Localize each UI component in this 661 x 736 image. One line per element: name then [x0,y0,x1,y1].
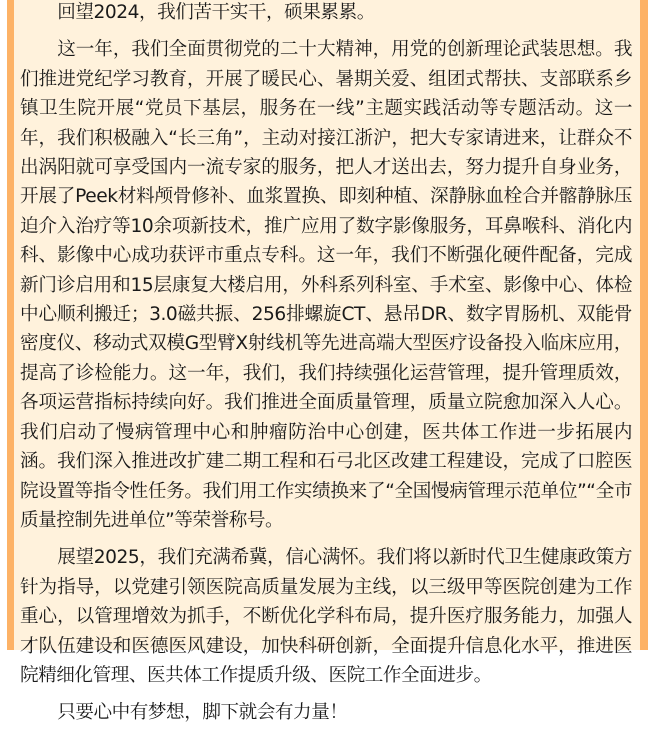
paragraph-closing: 只要心中有梦想，脚下就会有力量！ [57,702,348,724]
paragraph-outlook-2025: 展望2025，我们充满希冀，信心满怀。我们将以新时代卫生健康政策方针为指导，以党建引领医院高质量发展为主线，以三级甲等医院创建为工作重心，以管理增效为抓手，不断优化学科布局，提升医疗服务能力，加强人才队伍建设和医德医风建设，加快科研创新，全面提升信息化水平，推进医院精细化管理、医共体工作提质升级、医院工作全面进步。 [20,547,632,686]
paragraph-review-2024: 回望2024，我们苦干实干，硕果累累。 [57,2,375,23]
paragraph-achievements: 这一年，我们全面贯彻党的二十大精神，用党的创新理论武装思想。我们推进党纪学习教育，开展了暖民心、暑期关爱、组团式帮扶、支部联系乡镇卫生院开展“党员下基层，服务在一线”主题实践活动等专题活动。这一年，我们积极融入“长三角”，主动对接江浙沪，把大专家请进来，让群众不出涡阳就可享受国内一流专家的服务，把人才送出去，努力提升自身业务，开展了Peek材料颅骨修补、血浆置换、即刻种植、深静脉血栓合并髂静脉压迫介入治疗等10余项新技术，推广应用了数字影像服务，耳鼻喉科、消化内科、影像中心成功获评市重点专科。这一年，我们不断强化硬件配备，完成新门诊启用和15层康复大楼启用，外科系列科室、手术室、影像中心、体检中心顺利搬迁；3.0磁共振、256排螺旋CT、悬吊DR、数字胃肠机、双能骨密度仪、移动式双模G型臂X射线机等先进高端大型医疗设备投入临床应用，提高了诊检能力。这一年，我们，我们持续强化运营管理，提升管理质效，各项运营指标持续向好。我们推进全面质量管理，质量立院愈加深入人心。我们启动了慢病管理中心和肿瘤防治中心创建，医共体工作进一步拓展内涵。我们深入推进改扩建二期工程和石弓北区改建工程建设，完成了口腔医院设置等指令性任务。我们用工作实绩换来了“全国慢病管理示范单位”“全市质量控制先进单位”等荣誉称号。 [20,39,632,531]
article-body [20,0,632,736]
